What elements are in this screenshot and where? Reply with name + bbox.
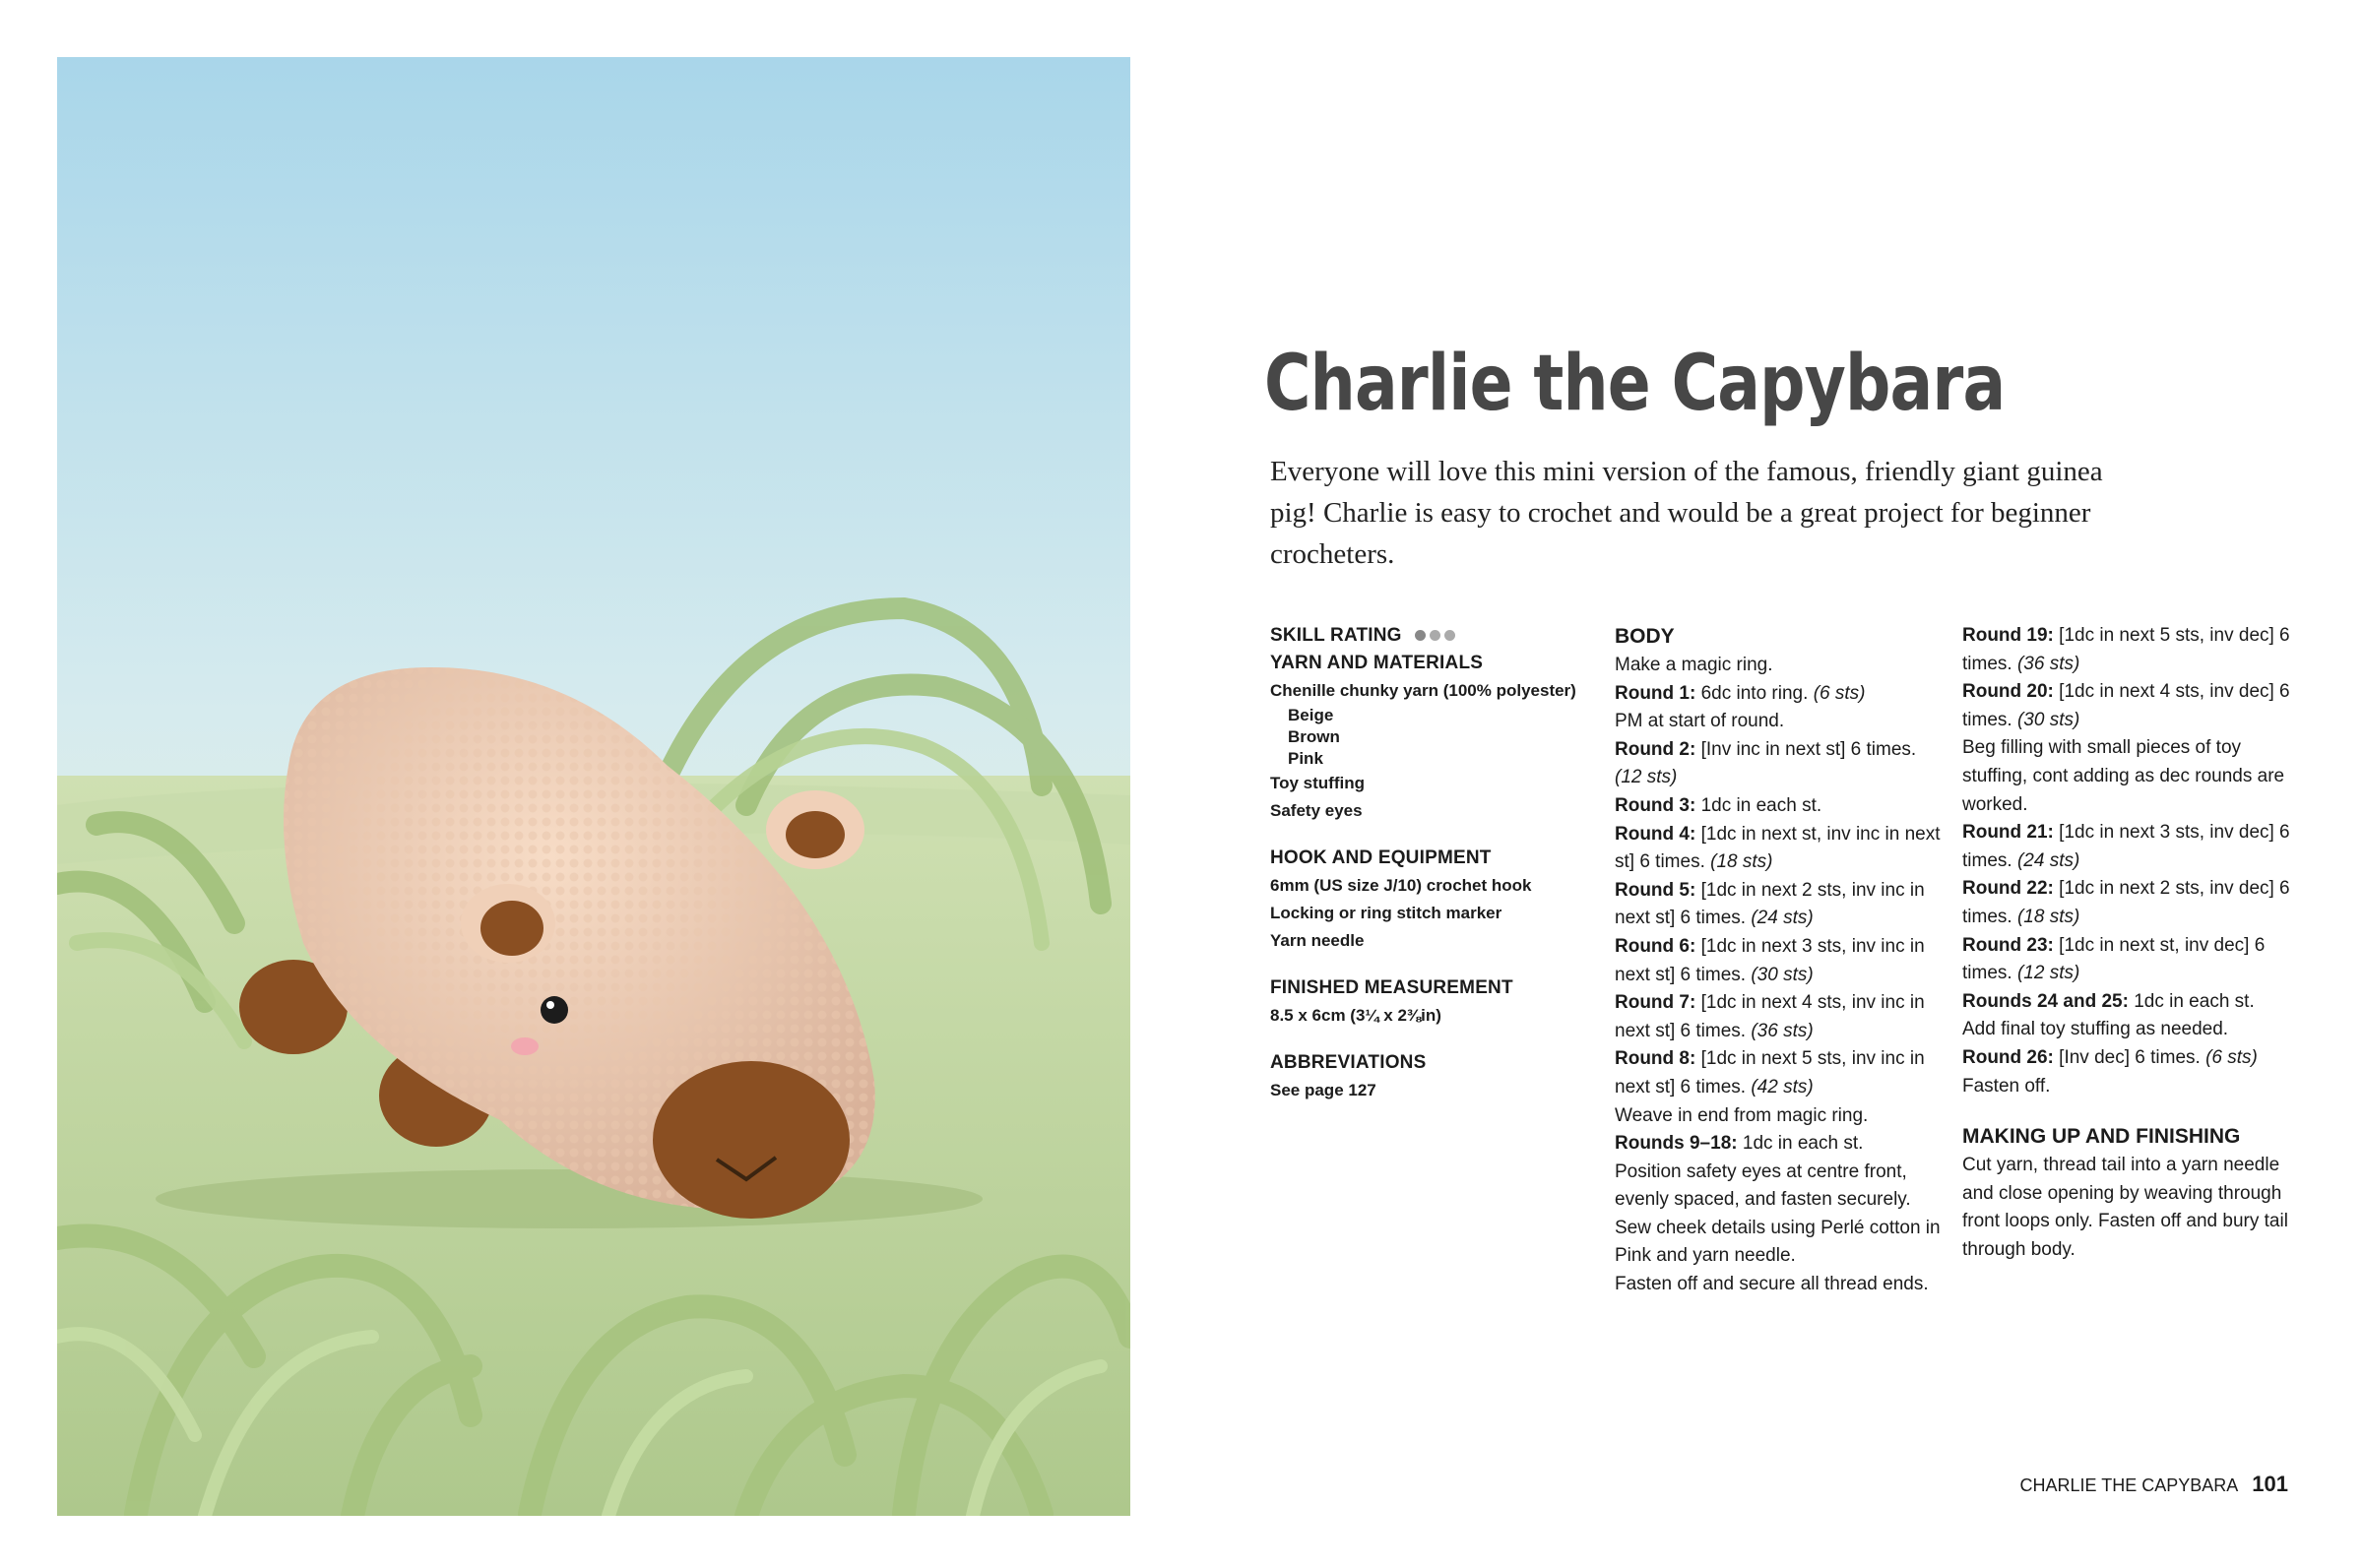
page-number: 101 (2252, 1472, 2288, 1496)
instruction-text: [Inv inc in next st] 6 times. (1700, 738, 1917, 760)
running-title: CHARLIE THE CAPYBARA (2019, 1475, 2238, 1495)
instruction-text: Position safety eyes at centre front, evenly spaced, and fasten securely. (1615, 1160, 1911, 1211)
body-heading: BODY (1615, 625, 1675, 648)
stitch-count: (24 sts) (2016, 849, 2080, 871)
instruction-text: [1dc in next 3 sts, inv dec] 6 times. (1962, 822, 2290, 871)
instruction-line (1615, 680, 1945, 709)
stitch-count: (36 sts) (2016, 653, 2080, 674)
round-label: Round 3: (1615, 794, 1696, 816)
instruction-text: [1dc in next 5 sts, inv inc in next st] 6 times. (1615, 1048, 1925, 1098)
instruction-line (1962, 1044, 2302, 1073)
instruction-line (1962, 1016, 2302, 1044)
colour-item: Pink (1288, 749, 1323, 769)
round-label: Round 8: (1615, 1048, 1696, 1070)
instruction-line (1615, 1045, 1945, 1101)
round-label: Round 4: (1615, 823, 1696, 845)
instruction-line (1615, 652, 1945, 680)
instruction-line (1962, 988, 2302, 1017)
skill-dot (1444, 630, 1455, 641)
instruction-text: [1dc in next 2 sts, inv inc in next st] 6 times. (1615, 879, 1925, 929)
instruction-text: 1dc in each st. (1700, 794, 1822, 816)
instruction-line (1615, 1159, 1945, 1215)
hook-heading: HOOK AND EQUIPMENT (1270, 847, 1492, 869)
round-label: Round 2: (1615, 738, 1696, 760)
instruction-line (1615, 708, 1945, 736)
instruction-text: PM at start of round. (1615, 711, 1785, 732)
measurement-value: 8.5 x 6cm (3¼ x 2⅜in) (1270, 1006, 1441, 1026)
round-label: Round 22: (1962, 878, 2054, 900)
abbreviations-ref: See page 127 (1270, 1081, 1376, 1100)
instruction-line (1962, 819, 2302, 875)
stitch-count: (18 sts) (1710, 851, 1773, 873)
instruction-text: Add final toy stuffing as needed. (1962, 1019, 2229, 1040)
instruction-line (1962, 1073, 2302, 1101)
colour-item: Brown (1288, 727, 1340, 747)
stitch-count: (12 sts) (1615, 767, 1678, 788)
round-label: Rounds 24 and 25: (1962, 990, 2129, 1012)
round-label: Round 1: (1615, 682, 1696, 704)
instruction-text: Fasten off. (1962, 1075, 2051, 1097)
instruction-line (1962, 622, 2302, 678)
round-label: Round 26: (1962, 1046, 2054, 1068)
capybara-photo (57, 57, 1130, 1516)
marker-item: Locking or ring stitch marker (1270, 904, 1502, 923)
instruction-text: [1dc in next 4 sts, inv dec] 6 times. (1962, 681, 2290, 730)
measurement-heading: FINISHED MEASUREMENT (1270, 977, 1513, 999)
instruction-text: [1dc in next 3 sts, inv inc in next st] 6 times. (1615, 935, 1925, 985)
body-instructions (1615, 652, 1945, 1299)
instruction-text: [1dc in next 2 sts, inv dec] 6 times. (1962, 878, 2290, 927)
needle-item: Yarn needle (1270, 931, 1365, 951)
instruction-text: 1dc in each st. (2134, 990, 2255, 1012)
instruction-text: 1dc in each st. (1742, 1133, 1864, 1155)
body-continued-column (1962, 622, 2302, 1264)
round-label: Round 19: (1962, 625, 2054, 646)
skill-dot (1415, 630, 1426, 641)
yarn-heading: YARN AND MATERIALS (1270, 653, 1484, 674)
round-label: Round 21: (1962, 822, 2054, 844)
instruction-text: Beg filling with small pieces of toy stuffing, cont adding as dec rounds are worked. (1962, 737, 2285, 815)
skill-rating (1270, 622, 1605, 650)
body-column (1615, 622, 1945, 1299)
round-label: Round 20: (1962, 681, 2054, 703)
skill-rating-label: SKILL RATING (1270, 625, 1402, 647)
colour-item: Beige (1288, 706, 1334, 725)
instruction-text: [1dc in next 4 sts, inv inc in next st] 6 times. (1615, 992, 1925, 1041)
instruction-line (1615, 1215, 1945, 1271)
page-title: Charlie the Capybara (1264, 340, 2006, 428)
instruction-line (1615, 792, 1945, 821)
instruction-line (1962, 875, 2302, 931)
instruction-line (1615, 1102, 1945, 1131)
hook-item: 6mm (US size J/10) crochet hook (1270, 876, 1532, 896)
stitch-count: (6 sts) (1813, 682, 1866, 704)
instruction-text: [1dc in next st, inv dec] 6 times. (1962, 934, 2266, 984)
stitch-count: (12 sts) (2016, 963, 2080, 984)
stitch-count: (36 sts) (1751, 1020, 1814, 1041)
intro-paragraph: Everyone will love this mini version of the famous, friendly giant guinea pig! Charlie is easy to crochet and would be a great project for beginner crocheters. (1270, 456, 2103, 570)
instruction-text: Weave in end from magic ring. (1615, 1104, 1869, 1126)
stitch-count: (24 sts) (1751, 908, 1814, 929)
stitch-count: (30 sts) (2016, 709, 2080, 730)
instruction-text: [Inv dec] 6 times. (2059, 1046, 2201, 1068)
round-label: Round 7: (1615, 992, 1696, 1014)
instruction-text: 6dc into ring. (1700, 682, 1809, 704)
instruction-text: [1dc in next st, inv inc in next st] 6 times. (1615, 823, 1941, 873)
instruction-line (1962, 734, 2302, 819)
materials-column (1270, 622, 1605, 1104)
stitch-count: (42 sts) (1751, 1076, 1814, 1098)
finishing-text: Cut yarn, thread tail into a yarn needle and close opening by weaving through front loops only. Fasten off and bury tail through body. (1962, 1155, 2288, 1260)
stuffing-item: Toy stuffing (1270, 774, 1365, 793)
eyes-item: Safety eyes (1270, 801, 1363, 821)
skill-dot (1430, 630, 1440, 641)
page-footer (2020, 1471, 2288, 1499)
round-label: Round 23: (1962, 934, 2054, 956)
instruction-line (1615, 821, 1945, 877)
instruction-line (1615, 736, 1945, 792)
instruction-text: [1dc in next 5 sts, inv dec] 6 times. (1962, 625, 2290, 674)
stitch-count: (30 sts) (1751, 964, 1814, 985)
instruction-line (1615, 933, 1945, 989)
instruction-line (1962, 932, 2302, 988)
instruction-line (1615, 1130, 1945, 1159)
instruction-line (1615, 989, 1945, 1045)
stitch-count: (6 sts) (2205, 1046, 2258, 1068)
stitch-count: (18 sts) (2016, 906, 2080, 927)
skill-rating-dots (1415, 622, 1459, 650)
round-label: Round 6: (1615, 935, 1696, 957)
round-label: Rounds 9–18: (1615, 1133, 1738, 1155)
instruction-text: Fasten off and secure all thread ends. (1615, 1274, 1929, 1295)
abbreviations-heading: ABBREVIATIONS (1270, 1052, 1427, 1074)
yarn-line: Chenille chunky yarn (100% polyester) (1270, 681, 1576, 701)
instruction-line (1962, 678, 2302, 734)
instruction-line (1615, 1271, 1945, 1299)
instruction-text: Make a magic ring. (1615, 655, 1773, 675)
finishing-heading: MAKING UP AND FINISHING (1962, 1125, 2241, 1149)
body-continued-instructions (1962, 622, 2302, 1100)
instruction-line (1615, 877, 1945, 933)
instruction-text: Sew cheek details using Perlé cotton in Pink and yarn needle. (1615, 1217, 1941, 1267)
round-label: Round 5: (1615, 879, 1696, 901)
